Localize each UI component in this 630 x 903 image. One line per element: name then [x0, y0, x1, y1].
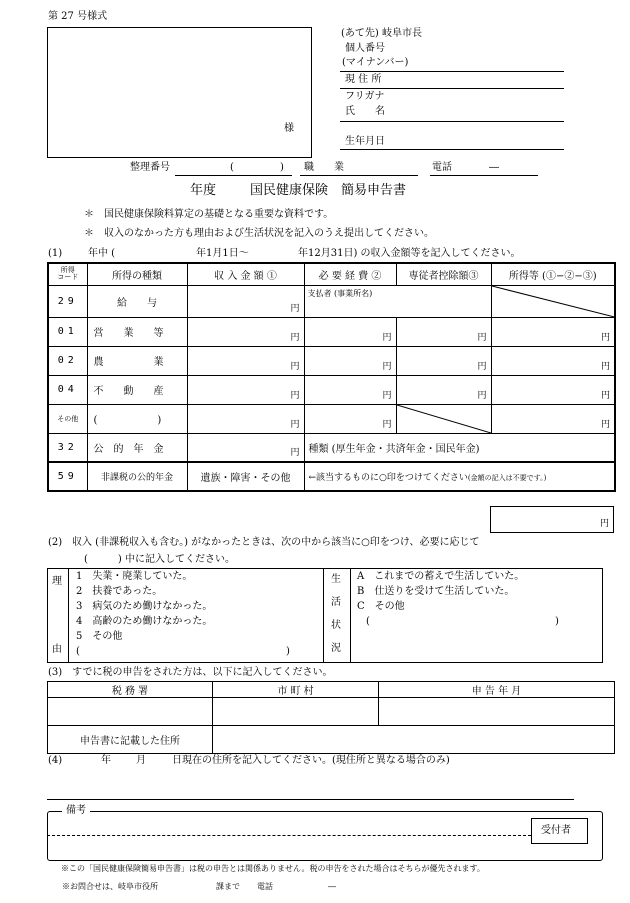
table-row [48, 404, 615, 433]
yen-unit: 円 [477, 390, 487, 401]
yen-unit: 円 [382, 332, 392, 343]
reason-item[interactable]: 1 失業・廃業していた。 [76, 571, 193, 582]
row-code: 01 [48, 317, 87, 346]
life-paren-open: ( [366, 616, 370, 627]
phone-label: 電話 [432, 162, 452, 173]
expense-header: 必 要 経 費 ② [304, 263, 396, 285]
expense-cell[interactable] [304, 346, 396, 375]
yen-unit: 円 [382, 390, 392, 401]
bikou-box[interactable] [47, 811, 603, 861]
section4-month: 月 [136, 755, 146, 766]
footer-line-2d: ― [328, 882, 336, 891]
row-code: 32 [48, 433, 87, 462]
income-cell[interactable] [187, 285, 304, 317]
expense-cell[interactable] [304, 317, 396, 346]
page-title: 国民健康保険 簡易申告書 [250, 183, 407, 198]
table-row [48, 433, 615, 462]
shotoku-cell[interactable] [491, 285, 615, 317]
my-number-line[interactable] [340, 71, 564, 72]
note-1: ＊ 国民健康保険料算定の基礎となる重要な資料です。 [84, 209, 334, 220]
nontax-note-cell [304, 462, 615, 491]
tax-address-label: 申告書に記載した住所 [48, 726, 213, 754]
shotoku-cell[interactable] [491, 346, 615, 375]
shotoku-header: 所得等 (①−②−③) [491, 263, 615, 285]
section3-text: (3) すでに税の申告をされた方は、以下に記入してください。 [48, 667, 333, 678]
income-cell[interactable] [187, 433, 304, 462]
bikou-dashed-line [47, 835, 531, 836]
footer-line-2: ※お問合せは、岐阜市役所 [62, 882, 158, 891]
income-cell[interactable] [187, 317, 304, 346]
yen-unit: 円 [600, 332, 610, 343]
divider [350, 568, 351, 663]
pension-kinds[interactable]: 種類 (厚生年金・共済年金・国民年金) [304, 433, 615, 462]
row-code: 59 [48, 462, 87, 491]
sama-label: 様 [284, 123, 294, 134]
family-cell[interactable] [396, 375, 491, 404]
section4-year: 年 [101, 755, 111, 766]
tax-address-cell[interactable] [213, 726, 615, 754]
slash-icon [492, 286, 615, 317]
employer-cell[interactable] [304, 285, 491, 317]
income-cell[interactable] [187, 404, 304, 433]
row-code: 04 [48, 375, 87, 404]
reason-label-1: 理 [52, 576, 62, 587]
seiri-paren-close: ) [280, 162, 284, 173]
reason-label-2: 由 [52, 644, 62, 655]
birth-line[interactable] [340, 149, 564, 150]
life-label-3: 状 [331, 620, 341, 631]
section4-text: 日現在の住所を記入してください。(現住所と異なる場合のみ) [172, 755, 450, 766]
section1-line-a: 年中 ( [88, 248, 116, 259]
row-type: 給 与 [87, 285, 187, 317]
shotoku-cell[interactable] [491, 404, 615, 433]
table-row [48, 462, 615, 491]
phone-line[interactable] [430, 175, 538, 176]
income-cell[interactable] [187, 346, 304, 375]
row-type: 非課税の公的年金 [87, 462, 187, 491]
name-line[interactable] [340, 121, 564, 122]
row-code: その他 [48, 404, 87, 433]
yen-unit: 円 [600, 390, 610, 401]
row-type: 農 業 [87, 346, 187, 375]
address-label: 現 住 所 [345, 74, 382, 85]
row-type: 営 業 等 [87, 317, 187, 346]
divider [68, 568, 69, 663]
income-cell[interactable] [187, 375, 304, 404]
code-header-1: 所得 [60, 266, 75, 275]
form-number: 第 27 号様式 [48, 11, 108, 22]
table-row [48, 285, 615, 317]
employer-label: 支払者 (事業所名) [307, 288, 373, 298]
row-type[interactable]: ( ) [87, 404, 187, 433]
zeimusho-header: 税 務 署 [48, 682, 213, 698]
atesaki: (あて先) 岐阜市長 [341, 28, 422, 39]
yen-unit: 円 [382, 361, 392, 372]
section4-num: (4) [48, 755, 63, 766]
seiri-paren-open: ( [230, 162, 234, 173]
life-item[interactable]: B 仕送りを受けて生活していた。 [357, 586, 515, 597]
family-cell [396, 404, 491, 433]
row-type: 不 動 産 [87, 375, 187, 404]
yen-unit: 円 [477, 361, 487, 372]
yen-unit: 円 [290, 390, 300, 401]
section4-line[interactable] [47, 799, 574, 800]
section2-text-2: ( ) 中に記入してください。 [84, 554, 235, 565]
footer-line-2c: 電話 [257, 882, 273, 891]
nengetsu-header: 申 告 年 月 [379, 682, 615, 698]
seiri-line[interactable] [175, 175, 292, 176]
yen-unit: 円 [600, 419, 610, 430]
footer-line-1: ※この「国民健康保険簡易申告書」は税の申告とは関係ありません。税の申告をされた場合はそちらが優先されます。 [61, 864, 485, 873]
note-2: ＊ 収入のなかった方も理由および生活状況を記入のうえ提出してください。 [84, 228, 434, 239]
shotoku-cell[interactable] [491, 317, 615, 346]
family-cell[interactable] [396, 346, 491, 375]
type-header: 所得の種類 [87, 263, 187, 285]
divider [323, 568, 324, 663]
birth-label: 生年月日 [345, 136, 385, 147]
family-cell[interactable] [396, 317, 491, 346]
row-code: 02 [48, 346, 87, 375]
reason-paren-close: ) [286, 646, 290, 657]
section2-text-1: 収入 (非課税収入も含む。) がなかったときは、次の中から該当に○印をつけ、必要に応じて [72, 537, 480, 548]
yen-unit: 円 [290, 303, 300, 314]
table-row [48, 346, 615, 375]
code-header-2: コード [57, 273, 79, 282]
family-header: 専従者控除額③ [396, 263, 491, 285]
reason-item[interactable]: 5 その他 [76, 631, 123, 642]
yen-unit: 円 [477, 332, 487, 343]
address-line[interactable] [340, 88, 564, 89]
name-label: 氏 名 [345, 106, 385, 117]
table-row [48, 375, 615, 404]
reason-item[interactable]: 4 高齢のため働けなかった。 [76, 616, 213, 627]
occupation-line[interactable] [300, 175, 418, 176]
yen-unit: 円 [382, 419, 392, 430]
life-label-4: 況 [331, 643, 341, 654]
income-header: 収 入 金 額 ① [187, 263, 304, 285]
nontax-note: ←該当するものに○印をつけてください [308, 473, 468, 483]
my-number-label: 個人番号 [345, 43, 385, 54]
occupation-label: 職 業 [304, 162, 344, 173]
income-table-header [48, 263, 615, 285]
nontax-kinds[interactable]: 遺族・障害・その他 [187, 462, 304, 491]
furigana-label: フリガナ [345, 91, 385, 102]
zeimusho-cell[interactable] [48, 698, 213, 726]
yen-unit: 円 [290, 361, 300, 372]
life-label-1: 生 [331, 574, 341, 585]
income-table [47, 262, 616, 492]
reason-item[interactable]: 2 扶養であった。 [76, 586, 163, 597]
nontax-note-small: (金額の記入は不要です。) [467, 474, 547, 482]
reason-paren-open: ( [76, 646, 80, 657]
section1-line-c: 年12月31日) の収入金額等を記入してください。 [298, 248, 521, 259]
uketsuke-box[interactable] [531, 818, 588, 844]
my-number-sublabel: (マイナンバー) [342, 57, 409, 68]
phone-dash: ― [489, 162, 499, 173]
shichoson-header: 市 町 村 [213, 682, 379, 698]
total-box[interactable] [490, 506, 614, 533]
shotoku-cell[interactable] [491, 375, 615, 404]
life-item[interactable]: C その他 [357, 601, 405, 612]
yen-unit: 円 [600, 361, 610, 372]
slash-icon [397, 405, 491, 433]
bikou-label: 備考 [62, 806, 90, 816]
table-row [48, 317, 615, 346]
section1-num: (1) [48, 248, 63, 259]
shichoson-cell[interactable] [213, 698, 379, 726]
expense-cell[interactable] [304, 375, 396, 404]
title-year: 年度 [190, 183, 217, 198]
yen-unit: 円 [599, 519, 609, 529]
yen-unit: 円 [290, 419, 300, 430]
section2-num: (2) [48, 537, 63, 548]
life-paren-close: ) [555, 616, 559, 627]
life-label-2: 活 [331, 597, 341, 608]
nengetsu-cell[interactable] [379, 698, 615, 726]
uketsuke-label: 受付者 [541, 825, 571, 836]
section1-line-b: 年1月1日～ [196, 248, 249, 259]
seiri-label: 整理番号 [130, 162, 170, 173]
yen-unit: 円 [290, 448, 300, 458]
expense-cell[interactable] [304, 404, 396, 433]
address-box[interactable] [47, 27, 312, 158]
footer-line-2b: 課まで [216, 882, 240, 891]
reason-item[interactable]: 3 病気のため働けなかった。 [76, 601, 213, 612]
row-type: 公 的 年 金 [87, 433, 187, 462]
tax-table [47, 681, 615, 754]
yen-unit: 円 [290, 332, 300, 343]
row-code: 29 [48, 285, 87, 317]
life-item[interactable]: A これまでの蓄えで生活していた。 [357, 571, 525, 582]
